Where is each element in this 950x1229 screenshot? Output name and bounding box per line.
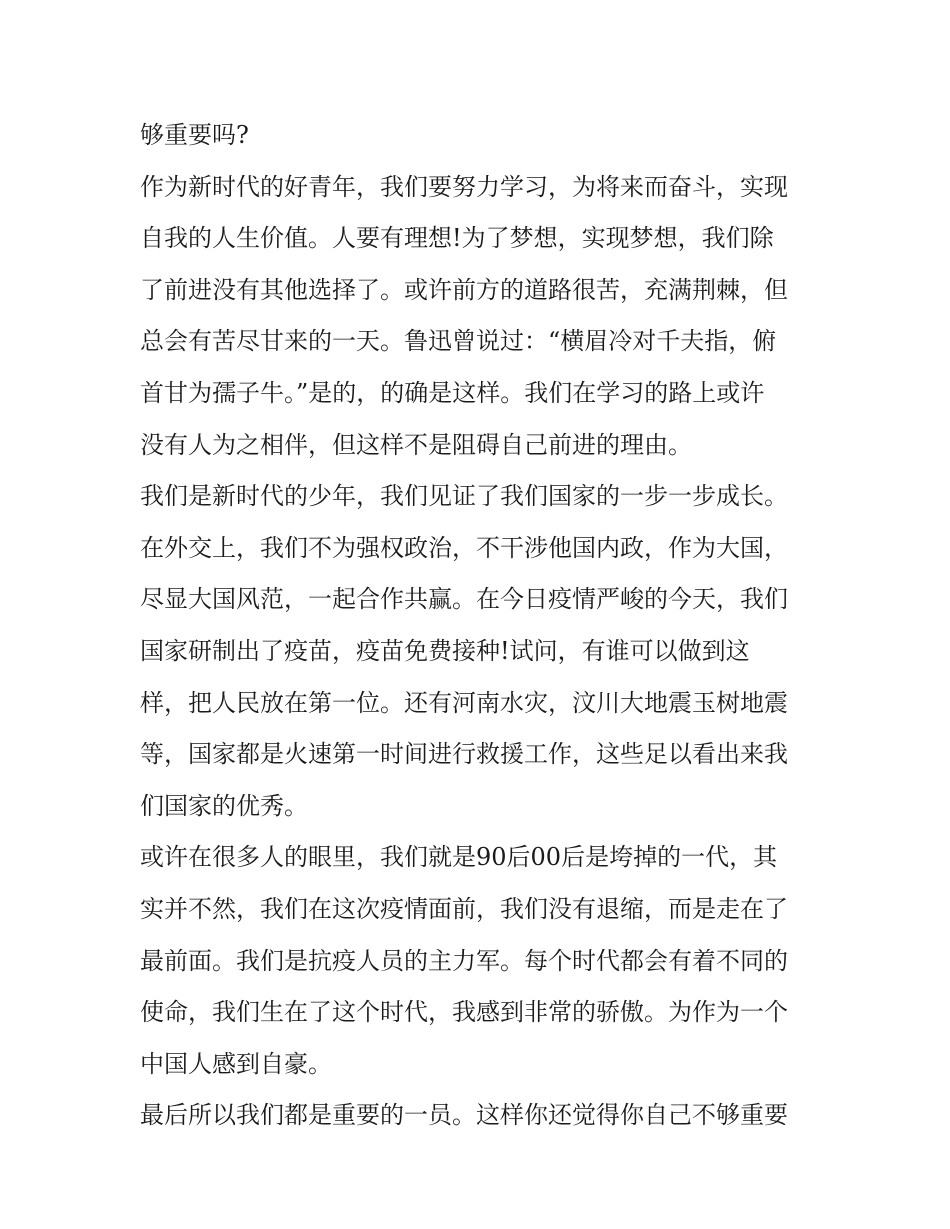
text-line: 没有人为之相伴，但这样不是阻碍自己前进的理由。 [140, 430, 692, 459]
text-line: 在外交上，我们不为强权政治，不干涉他国内政，作为大国， [140, 533, 788, 562]
text-line: 等，国家都是火速第一时间进行救援工作，这些足以看出来我 [140, 740, 788, 769]
text-line: 自我的人生价值。人要有理想!为了梦想，实现梦想，我们除 [140, 224, 774, 253]
text-line: 了前进没有其他选择了。或许前方的道路很苦，充满荆棘，但 [140, 275, 788, 304]
text-line: 们国家的优秀。 [140, 791, 308, 820]
text-line: 作为新时代的好青年，我们要努力学习，为将来而奋斗，实现 [140, 172, 788, 201]
text-line: 国家研制出了疫苗，疫苗免费接种!试问，有谁可以做到这 [140, 636, 750, 665]
text-line: 首甘为孺子牛。”是的，的确是这样。我们在学习的路上或许 [140, 378, 765, 407]
text-line: 最后所以我们都是重要的一员。这样你还觉得你自己不够重要 [140, 1101, 788, 1130]
text-line: 中国人感到自豪。 [140, 1049, 332, 1078]
text-line: 样，把人民放在第一位。还有河南水灾，汶川大地震玉树地震 [140, 688, 788, 717]
text-line: 够重要吗? [140, 121, 249, 149]
text-line: 或许在很多人的眼里，我们就是90后00后是垮掉的一代，其 [140, 843, 778, 872]
text-line: 实并不然，我们在这次疫情面前，我们没有退缩，而是走在了 [140, 894, 788, 923]
text-line: 使命，我们生在了这个时代，我感到非常的骄傲。为作为一个 [140, 998, 788, 1027]
text-line: 尽显大国风范，一起合作共赢。在今日疫情严峻的今天，我们 [140, 585, 788, 614]
text-line: 最前面。我们是抗疫人员的主力军。每个时代都会有着不同的 [140, 946, 788, 975]
text-line: 总会有苦尽甘来的一天。鲁迅曾说过：“横眉冷对千夫指，俯 [140, 327, 777, 356]
essay-text [140, 110, 820, 1142]
text-line: 我们是新时代的少年，我们见证了我们国家的一步一步成长。 [140, 482, 788, 511]
